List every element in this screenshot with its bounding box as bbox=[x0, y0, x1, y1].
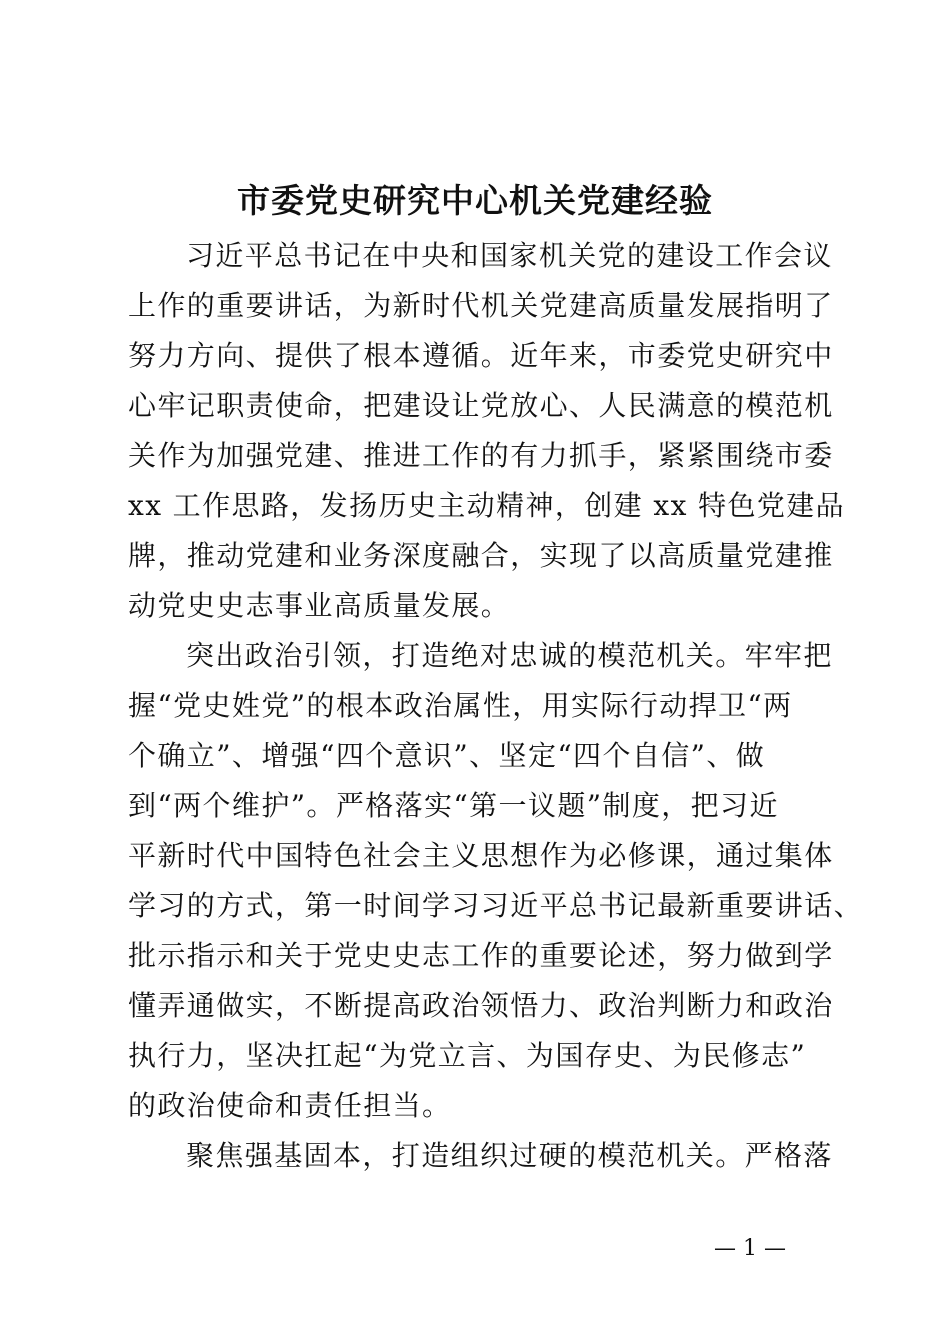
paragraph-line: 懂弄通做实，不断提高政治领悟力、政治判断力和政治 bbox=[128, 989, 834, 1022]
paragraph-line: 握“党史姓党”的根本政治属性，用实际行动捍卫“两 bbox=[128, 689, 793, 722]
paragraph-political-leadership bbox=[128, 631, 864, 1131]
paragraph-line: 聚焦强基固本，打造组织过硬的模范机关。严格落 bbox=[186, 1139, 833, 1172]
paragraph-line: 关作为加强党建、推进工作的有力抓手，紧紧围绕市委 bbox=[128, 439, 834, 472]
paragraph-line: 努力方向、提供了根本遵循。近年来，市委党史研究中 bbox=[128, 339, 834, 372]
paragraph-intro bbox=[128, 231, 846, 631]
page-number: — 1 — bbox=[714, 1236, 786, 1261]
paragraph-line: 的政治使命和责任担当。 bbox=[128, 1089, 452, 1122]
paragraph-line: 到“两个维护”。严格落实“第一议题”制度，把习近 bbox=[128, 789, 779, 822]
paragraph-line: 上作的重要讲话，为新时代机关党建高质量发展指明了 bbox=[128, 289, 834, 322]
paragraph-line: 执行力，坚决扛起“为党立言、为国存史、为民修志” bbox=[128, 1039, 807, 1072]
paragraph-organization bbox=[128, 1131, 838, 1181]
paragraph-line: 心牢记职责使命，把建设让党放心、人民满意的模范机 bbox=[128, 389, 834, 422]
paragraph-line: 学习的方式，第一时间学习习近平总书记最新重要讲话、 bbox=[128, 889, 864, 922]
paragraph-line: 突出政治引领，打造绝对忠诚的模范机关。牢牢把 bbox=[186, 639, 833, 672]
paragraph-line: 牌，推动党建和业务深度融合，实现了以高质量党建推 bbox=[128, 539, 834, 572]
paragraph-line: 习近平总书记在中央和国家机关党的建设工作会议 bbox=[186, 239, 833, 272]
paragraph-line: xx 工作思路，发扬历史主动精神，创建 xx 特色党建品 bbox=[128, 489, 846, 522]
paragraph-line: 平新时代中国特色社会主义思想作为必修课，通过集体 bbox=[128, 839, 834, 872]
document-title: 市委党史研究中心机关党建经验 bbox=[237, 181, 713, 220]
document-body bbox=[128, 231, 864, 1181]
paragraph-line: 个确立”、增强“四个意识”、坚定“四个自信”、做 bbox=[128, 739, 766, 772]
paragraph-line: 动党史史志事业高质量发展。 bbox=[128, 589, 511, 622]
paragraph-line: 批示指示和关于党史史志工作的重要论述，努力做到学 bbox=[128, 939, 834, 972]
